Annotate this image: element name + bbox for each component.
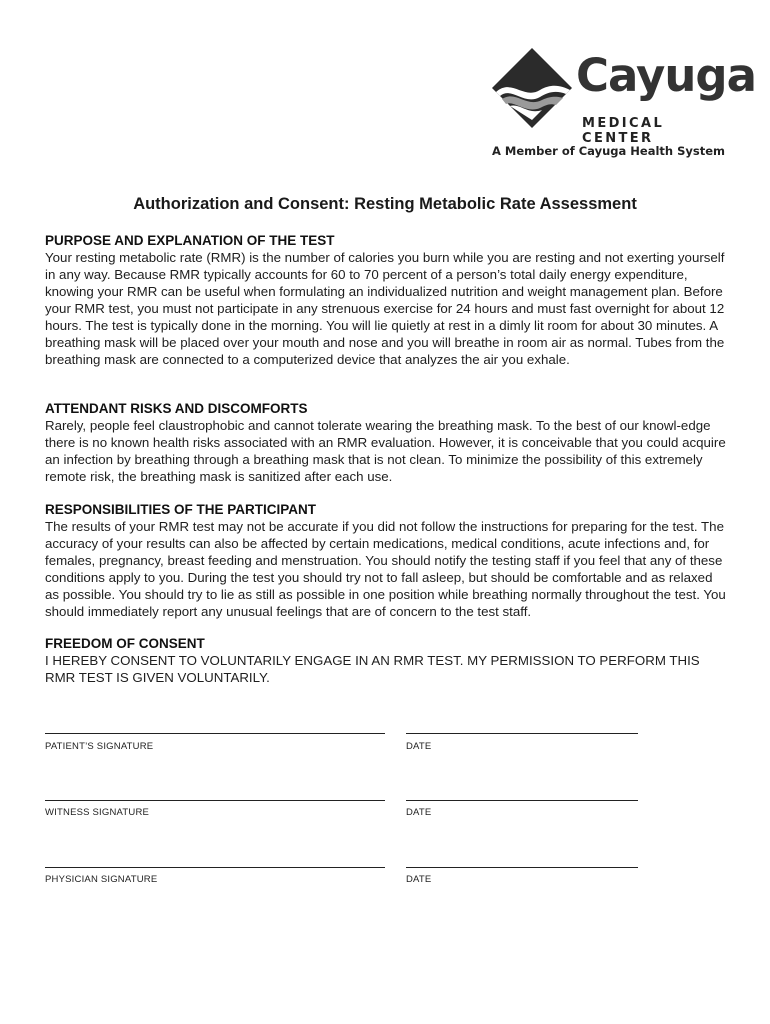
document-title: Authorization and Consent: Resting Metabolic Rate Assessment <box>133 195 637 213</box>
witness-signature-line[interactable] <box>45 800 385 801</box>
patient-date-line[interactable] <box>406 733 638 734</box>
section-freedom-of-consent <box>45 635 730 686</box>
witness-signature-label: WITNESS SIGNATURE <box>45 807 150 818</box>
physician-date-line[interactable] <box>406 867 638 868</box>
section-body: I HEREBY CONSENT TO VOLUNTARILY ENGAGE IN AN RMR TEST. MY PERMISSION TO PERFORM THIS RMR TEST IS GIVEN VOLUNTARILY. <box>45 653 700 685</box>
section-heading: RESPONSIBILITIES OF THE PARTICIPANT <box>45 502 317 517</box>
physician-date-label: DATE <box>406 874 432 885</box>
physician-signature-label: PHYSICIAN SIGNATURE <box>45 874 158 885</box>
patient-signature-line[interactable] <box>45 733 385 734</box>
section-heading: FREEDOM OF CONSENT <box>45 636 205 651</box>
witness-date-label: DATE <box>406 807 432 818</box>
section-purpose <box>45 232 730 368</box>
section-body: Your resting metabolic rate (RMR) is the number of calories you burn while you are resting and not exerting yourself in any way. Because RMR typically accounts for 60 to 70 percent of a person’s total daily energy expenditure, knowing your RMR can be useful when formulating an individualized nutrition and weight management plan. Before your RMR test, you must not participate in any strenuous exercise for 24 hours and must fast overnight for about 12 hours. The test is typically done in the morning. You will lie quietly at rest in a dimly lit room for about 30 minutes. A breathing mask will be placed over your mouth and nose and you will breathe in room air as normal. Tubes from the breathing mask are connected to a computerized device that analyzes the air you exhale. <box>45 250 725 367</box>
logo-wordmark: Cayuga <box>576 49 756 102</box>
witness-date-line[interactable] <box>406 800 638 801</box>
patient-date-label: DATE <box>406 741 432 752</box>
section-body: The results of your RMR test may not be accurate if you did not follow the instructions for preparing for the test. The accuracy of your results can also be affected by certain medications, medical conditions, acute infections and, for females, pregnancy, breast feeding and menstruation. You should notify the testing staff if you feel that any of these conditions apply to you. During the test you should try not to fall asleep, but should be comfortable and as relaxed as possible. You should try to lie as still as possible in one position while breathing normally throughout the test. You should immediately report any unusual feelings that are of concern to the test staff. <box>45 519 726 619</box>
cayuga-logo <box>492 44 756 162</box>
section-responsibilities <box>45 501 730 620</box>
section-heading: PURPOSE AND EXPLANATION OF THE TEST <box>45 233 335 248</box>
cayuga-diamond-logo-icon <box>492 48 572 128</box>
patient-signature-label: PATIENT’S SIGNATURE <box>45 741 154 752</box>
logo-subtitle: MEDICAL CENTER <box>582 116 665 146</box>
section-risks <box>45 400 730 485</box>
physician-signature-line[interactable] <box>45 867 385 868</box>
logo-member-line: A Member of Cayuga Health System <box>492 144 725 158</box>
section-heading: ATTENDANT RISKS AND DISCOMFORTS <box>45 401 308 416</box>
section-body: Rarely, people feel claustrophobic and cannot tolerate wearing the breathing mask. To the best of our knowl-edge there is no known health risks associated with an RMR evaluation. However, it is conceivable that you could acquire an infection by breathing through a breathing mask that is not clean. To minimize the possibility of this extremely remote risk, the breathing mask is sanitized after each use. <box>45 418 726 484</box>
